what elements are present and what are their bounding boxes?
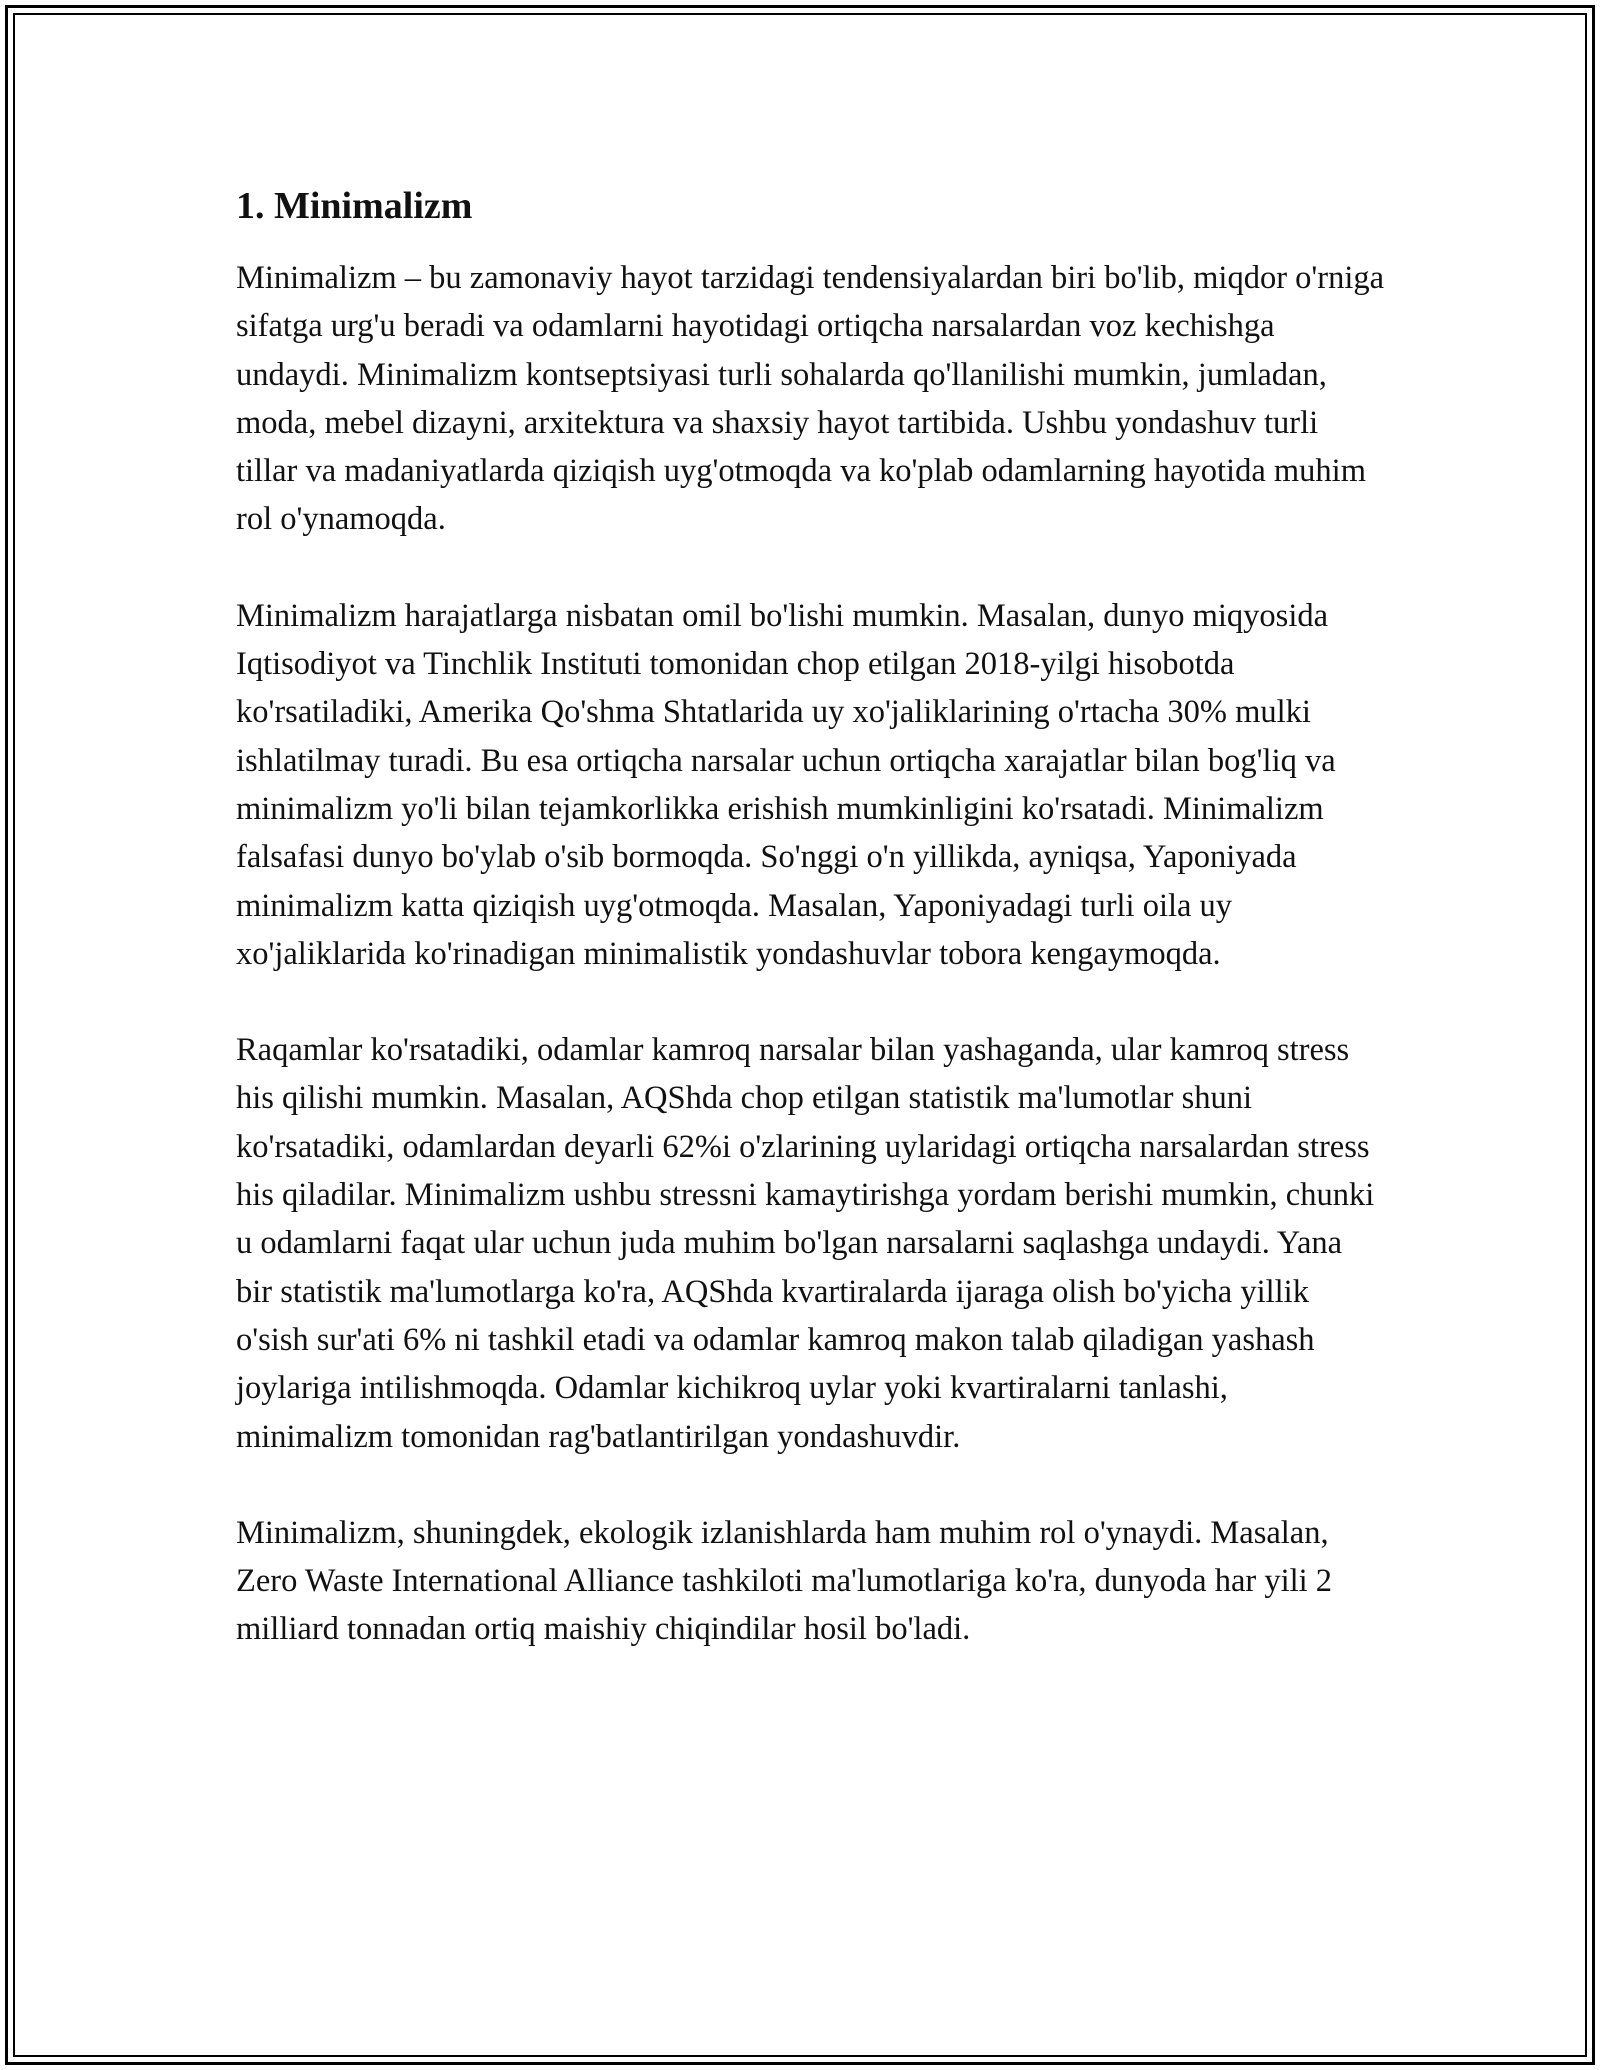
paragraph-4: Minimalizm, shuningdek, ekologik izlanishlarda ham muhim rol o'ynaydi. Masalan, Zero Waste International Alliance tashkiloti ma'lumotlariga ko'ra, dunyoda har yili 2 milliard tonnadan ortiq maishiy chiqindilar hosil bo'ladi. bbox=[236, 1514, 1333, 1648]
paragraph-1: Minimalizm – bu zamonaviy hayot tarzidagi tendensiyalardan biri bo'lib, miqdor o'rniga sifatga urg'u beradi va odamlarni hayotidagi ortiqcha narsalardan voz kechishga undaydi. Minimalizm kontseptsiyasi turli sohalarda qo'llanilishi mumkin, jumladan, moda, mebel dizayni, arxitektura va shaxsiy hayot tartibida. Ushbu yondashuv turli tillar va madaniyatlarda qiziqish uyg'otmoqda va ko'plab odamlarning hayotida muhim rol o'ynamoqda. bbox=[236, 260, 1385, 538]
section-heading: 1. Minimalizm bbox=[236, 185, 473, 227]
paragraph-2: Minimalizm harajatlarga nisbatan omil bo'lishi mumkin. Masalan, dunyo miqyosida Iqtisodiyot va Tinchlik Instituti tomonidan chop etilgan 2018-yilgi hisobotda ko'rsatiladiki, Amerika Qo'shma Shtatlarida uy xo'jaliklarining o'rtacha 30% mulki ishlatilmay turadi. Bu esa ortiqcha narsalar uchun ortiqcha xarajatlar bilan bog'liq va minimalizm yo'li bilan tejamkorlikka erishish mumkinligini ko'rsatadi. Minimalizm falsafasi dunyo bo'ylab o'sib bormoqda. So'nggi o'n yillikda, ayniqsa, Yaponiyada minimalizm katta qiziqish uyg'otmoqda. Masalan, Yaponiyadagi turli oila uy xo'jaliklarida ko'rinadigan minimalistik yondashuvlar tobora kengaymoqda. bbox=[236, 597, 1336, 972]
paragraph-3: Raqamlar ko'rsatadiki, odamlar kamroq narsalar bilan yashaganda, ular kamroq stress his qilishi mumkin. Masalan, AQShda chop etilgan statistik ma'lumotlar shuni ko'rsatadiki, odamlardan deyarli 62%i o'zlarining uylaridagi ortiqcha narsalardan stress his qiladilar. Minimalizm ushbu stressni kamaytirishga yordam berishi mumkin, chunki u odamlarni faqat ular uchun juda muhim bo'lgan narsalarni saqlashga undaydi. Yana bir statistik ma'lumotlarga ko'ra, AQShda kvartiralarda ijaraga olish bo'yicha yillik o'sish sur'ati 6% ni tashkil etadi va odamlar kamroq makon talab qiladigan yashash joylariga intilishmoqda. Odamlar kichikroq uylar yoki kvartiralarni tanlashi, minimalizm tomonidan rag'batlantirilgan yondashuvdir. bbox=[236, 1032, 1375, 1455]
document-body bbox=[236, 184, 1386, 1702]
